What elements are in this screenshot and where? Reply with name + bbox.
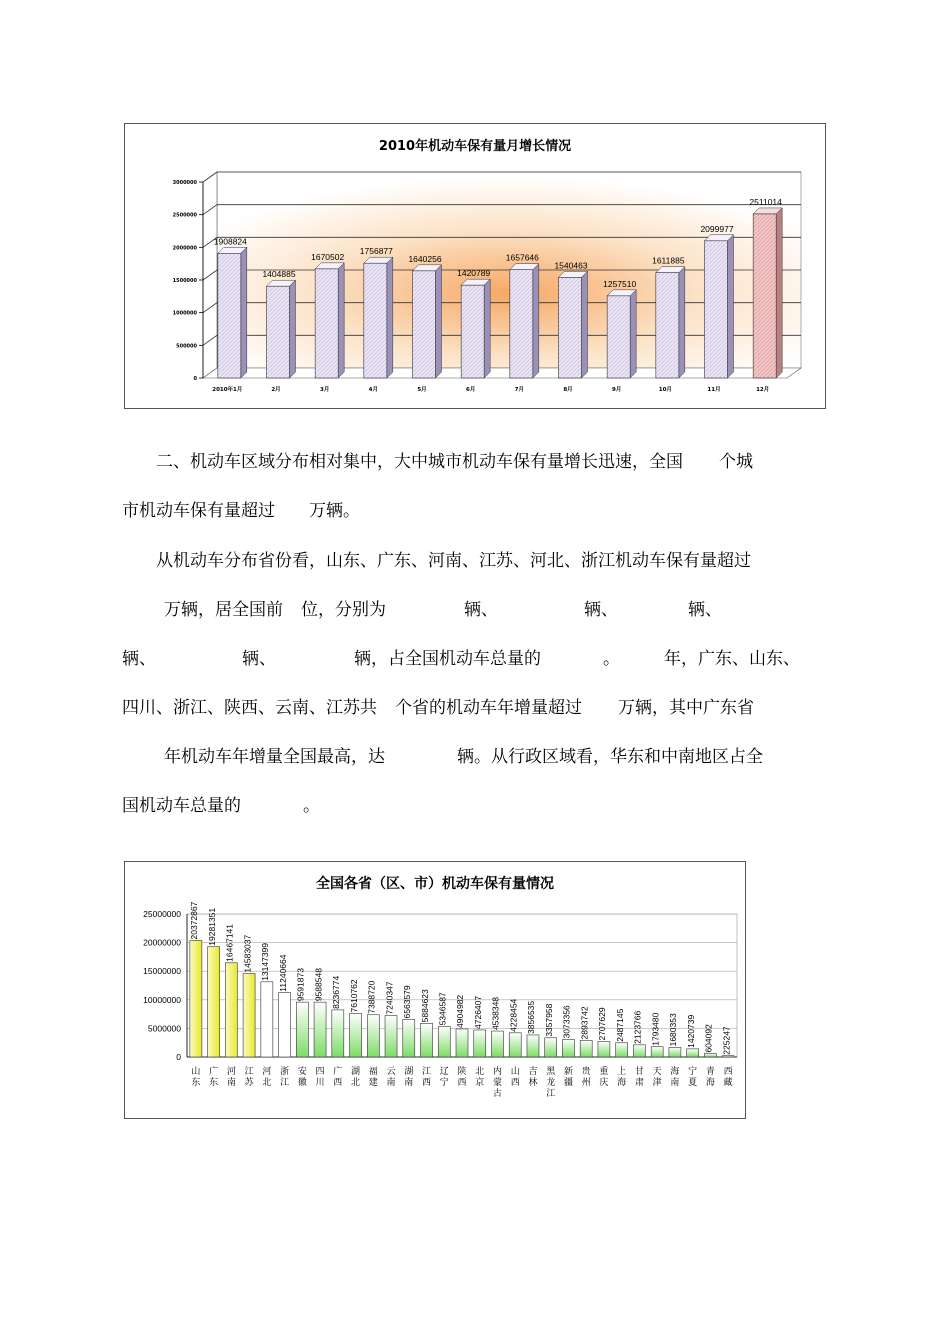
chart1-ytick-label: 3000000	[172, 180, 197, 186]
province-vehicle-chart-svg	[125, 862, 745, 1118]
chart1-bar	[461, 279, 490, 378]
chart2-xtick-label: 西藏	[723, 1067, 733, 1088]
chart2-bar	[403, 1019, 415, 1057]
chart2-xtick-label: 天津	[652, 1067, 662, 1088]
chart1-value-label: 1640256	[408, 253, 442, 264]
chart1-bar	[413, 265, 442, 378]
chart2-value-label: 225247	[721, 1026, 732, 1055]
chart2-xtick-label: 山东	[191, 1067, 201, 1088]
text-p2-c: 位，分别为	[301, 600, 386, 620]
text-p2-d: 辆、	[464, 600, 498, 620]
chart1-value-label: 1540463	[554, 260, 588, 271]
chart1-value-label: 1611885	[652, 255, 685, 266]
text-p2-p: 辆。从行政区域看，华东和中南地区占全	[457, 747, 763, 767]
chart2-bar	[296, 1002, 308, 1057]
chart2-value-label: 11240664	[277, 954, 288, 992]
monthly-growth-chart-svg	[125, 124, 825, 408]
chart1-value-label: 1257510	[603, 278, 637, 289]
chart1-bar	[218, 247, 247, 378]
chart1-ytick-label: 1000000	[172, 310, 197, 317]
chart1-ytick-label: 1500000	[172, 278, 197, 284]
chart2-xtick-label: 湖南	[404, 1067, 414, 1088]
text-p1-a: 二、机动车区域分布相对集中，大中城市机动车保有量增长迅速，全国	[156, 452, 683, 472]
chart2-xtick-label: 重庆	[599, 1067, 609, 1088]
text-p2-r: 。	[303, 796, 320, 816]
chart2-bar	[456, 1029, 468, 1057]
chart1-ytick-label: 0	[193, 376, 197, 382]
chart1-value-label: 1420789	[457, 268, 491, 279]
chart1-xtick-label: 2月	[271, 387, 281, 393]
chart1-xtick-label: 11月	[707, 387, 721, 393]
chart2-value-label: 3073356	[561, 1005, 572, 1039]
chart2-bar	[474, 1030, 486, 1057]
chart2-value-label: 3856535	[526, 1000, 537, 1034]
chart2-value-label: 19281351	[206, 907, 217, 946]
chart2-bar	[580, 1040, 592, 1057]
chart1-xtick-label: 6月	[466, 387, 476, 393]
text-p2-a: 从机动车分布省份看，山东、广东、河南、江苏、河北、浙江机动车保有量超过	[156, 551, 751, 571]
chart2-bar	[225, 963, 237, 1057]
chart1-xtick-label: 4月	[368, 387, 378, 393]
chart2-value-label: 2487145	[614, 1008, 625, 1042]
chart2-value-label: 4538348	[490, 996, 501, 1031]
monthly-growth-chart	[124, 123, 826, 409]
chart2-value-label: 7610762	[348, 979, 359, 1013]
chart2-xtick-label: 湖北	[351, 1067, 361, 1088]
text-p2-m: 个省的机动车年增量超过	[395, 698, 582, 718]
chart2-bar	[350, 1013, 362, 1057]
text-p2-n: 万辆，其中广东省	[618, 698, 754, 718]
chart1-xtick-label: 12月	[756, 387, 770, 393]
chart2-value-label: 4904982	[455, 994, 466, 1028]
chart2-bar	[438, 1026, 450, 1057]
chart1-bar	[705, 235, 734, 378]
chart1-bar	[607, 290, 636, 378]
chart2-value-label: 14583037	[242, 934, 253, 973]
chart1-bar	[364, 257, 393, 378]
chart2-bar	[687, 1049, 699, 1057]
chart2-value-label: 6563579	[402, 985, 413, 1019]
chart2-bar	[598, 1042, 610, 1057]
chart2-value-label: 2893742	[579, 1006, 590, 1040]
chart2-bar	[562, 1039, 574, 1057]
text-p2-e: 辆、	[584, 600, 618, 620]
chart2-value-label: 5346587	[437, 992, 448, 1026]
chart2-xtick-label: 山西	[510, 1067, 520, 1088]
chart2-xtick-label: 广西	[333, 1067, 343, 1088]
chart2-value-label: 9588548	[313, 968, 324, 1002]
chart2-xtick-label: 浙江	[280, 1067, 290, 1088]
chart2-ytick-label: 25000000	[143, 909, 181, 919]
chart2-bar	[314, 1002, 326, 1057]
chart2-xtick-label: 江苏	[244, 1067, 254, 1088]
chart2-xtick-label: 甘肃	[634, 1067, 644, 1088]
chart2-ytick-label: 20000000	[143, 937, 181, 948]
chart2-bar	[509, 1033, 521, 1057]
chart2-xtick-label: 上海	[617, 1067, 627, 1088]
chart2-ytick-label: 0	[176, 1052, 181, 1062]
text-p1-c: 市机动车保有量超过	[122, 501, 275, 521]
chart2-value-label: 604092	[703, 1024, 714, 1053]
chart2-bar	[651, 1047, 663, 1057]
chart2-value-label: 5884623	[419, 989, 430, 1023]
chart2-value-label: 4228454	[508, 998, 519, 1032]
chart2-bar	[385, 1016, 397, 1057]
text-p2-h: 辆、	[242, 649, 276, 669]
chart2-xtick-label: 广东	[209, 1067, 219, 1088]
chart2-bar	[243, 974, 255, 1057]
chart1-value-label: 2511014	[749, 196, 782, 207]
chart2-value-label: 20372867	[189, 901, 200, 940]
chart2-bar	[669, 1047, 681, 1057]
chart2-xtick-label: 福建	[368, 1067, 378, 1088]
chart2-bar	[633, 1045, 645, 1057]
chart1-xtick-label: 2010年1月	[212, 387, 243, 393]
chart2-value-label: 9591873	[295, 968, 306, 1002]
chart2-title: 全国各省（区、市）机动车保有量情况	[316, 876, 554, 892]
chart2-bar	[190, 940, 202, 1057]
chart1-ytick-label: 2500000	[172, 212, 197, 219]
chart2-xtick-label: 陕西	[457, 1067, 467, 1088]
chart1-ytick-label: 500000	[176, 343, 197, 350]
chart1-bar	[559, 271, 588, 378]
chart2-bar	[367, 1015, 379, 1057]
chart2-value-label: 2123766	[632, 1010, 643, 1044]
chart2-bar	[491, 1031, 503, 1057]
chart2-bar	[545, 1038, 557, 1057]
chart1-bar	[315, 263, 344, 378]
chart2-bar	[616, 1043, 628, 1057]
chart2-value-label: 8236774	[331, 975, 342, 1009]
chart1-title: 2010年机动车保有量月增长情况	[378, 139, 572, 154]
chart2-bar	[261, 982, 273, 1057]
chart2-xtick-label: 吉林	[528, 1067, 538, 1088]
chart2-bar	[332, 1010, 344, 1057]
chart2-xtick-label: 辽宁	[439, 1067, 449, 1088]
text-p2-o: 年机动车年增量全国最高，达	[164, 747, 385, 767]
chart2-value-label: 7240347	[384, 981, 395, 1015]
chart2-bar	[527, 1035, 539, 1057]
chart2-value-label: 13147399	[260, 942, 271, 981]
chart2-value-label: 4726407	[472, 995, 483, 1029]
chart2-xtick-label: 黑龙江	[546, 1067, 556, 1099]
chart1-xtick-label: 7月	[514, 387, 524, 393]
chart2-xtick-label: 江西	[422, 1067, 432, 1088]
text-p2-f: 辆、	[688, 600, 722, 620]
chart2-value-label: 2707629	[597, 1007, 608, 1041]
chart2-bar	[208, 947, 220, 1057]
text-p2-g: 辆、	[122, 649, 156, 669]
chart2-xtick-label: 云南	[386, 1067, 396, 1088]
chart2-xtick-label: 贵州	[581, 1067, 591, 1088]
chart2-ytick-label: 15000000	[143, 966, 181, 977]
chart2-value-label: 16467141	[224, 923, 235, 962]
text-p2-i: 辆，占全国机动车总量的	[354, 649, 541, 669]
chart1-value-label: 1670502	[311, 251, 345, 262]
paragraph-section-two	[122, 438, 828, 536]
chart2-bar	[279, 993, 291, 1057]
chart2-xtick-label: 河南	[226, 1067, 236, 1088]
chart2-value-label: 7388720	[366, 980, 377, 1014]
province-vehicle-chart	[124, 861, 746, 1119]
chart2-xtick-label: 河北	[262, 1067, 272, 1088]
chart2-ytick-label: 5000000	[147, 1023, 181, 1034]
chart1-xtick-label: 3月	[320, 387, 330, 393]
chart2-value-label: 1680353	[668, 1013, 679, 1047]
chart1-value-label: 1756877	[359, 246, 393, 257]
text-p1-d: 万辆。	[309, 501, 360, 521]
chart1-xtick-label: 10月	[658, 387, 672, 393]
text-p1-b: 个城	[719, 452, 753, 472]
text-p2-b: 万辆，居全国前	[164, 600, 283, 620]
text-p2-j: 。	[603, 649, 620, 669]
chart2-xtick-label: 新疆	[563, 1067, 573, 1088]
paragraph-province-distribution	[122, 537, 828, 831]
text-p2-k: 年，广东、山东、	[664, 649, 800, 669]
chart2-value-label: 3357958	[543, 1003, 554, 1037]
chart1-xtick-label: 9月	[612, 387, 622, 393]
chart1-ytick-label: 2000000	[172, 245, 197, 252]
chart1-value-label: 1908824	[213, 236, 247, 247]
chart1-value-label: 1404885	[262, 269, 296, 280]
chart2-value-label: 1420739	[685, 1014, 696, 1048]
chart1-bar	[656, 267, 685, 378]
chart2-bar	[704, 1054, 716, 1057]
chart2-xtick-label: 安徽	[297, 1067, 307, 1088]
chart2-xtick-label: 青海	[705, 1067, 715, 1088]
chart2-bar	[421, 1023, 433, 1057]
chart2-value-label: 1793480	[650, 1012, 661, 1046]
chart2-xtick-label: 内蒙古	[492, 1067, 502, 1099]
chart1-bar	[267, 280, 296, 378]
chart1-xtick-label: 8月	[563, 387, 573, 393]
chart2-xtick-label: 四川	[315, 1067, 325, 1088]
chart1-value-label: 2099977	[700, 223, 734, 234]
chart1-bar	[753, 208, 782, 378]
text-p2-q: 国机动车总量的	[122, 796, 241, 816]
chart2-xtick-label: 宁夏	[688, 1067, 698, 1088]
chart2-bar	[722, 1056, 734, 1057]
chart1-bar	[510, 264, 539, 378]
text-p2-l: 四川、浙江、陕西、云南、江苏共	[122, 698, 377, 718]
chart2-ytick-label: 10000000	[143, 994, 181, 1005]
chart1-value-label: 1657646	[505, 252, 539, 263]
chart1-xtick-label: 5月	[417, 387, 427, 393]
chart2-xtick-label: 海南	[670, 1067, 680, 1088]
chart2-xtick-label: 北京	[475, 1067, 485, 1088]
